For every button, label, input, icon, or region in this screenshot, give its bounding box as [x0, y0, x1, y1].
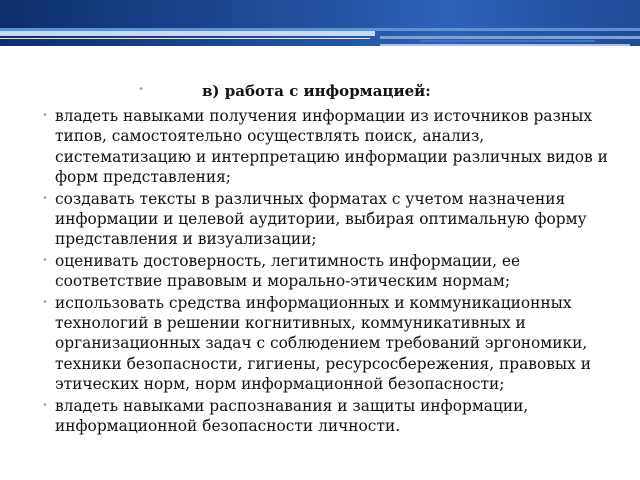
- header-decor-bar: [0, 38, 370, 39]
- bullet-icon: •: [42, 254, 48, 266]
- header-decor-bar: [380, 36, 640, 39]
- bullet-list: [0, 106, 640, 437]
- list-item: [0, 293, 640, 395]
- list-item-text: владеть навыками распознавания и защиты информации, информационной безопасности личности.: [55, 396, 529, 436]
- header-decor-bar: [420, 40, 595, 42]
- bullet-icon: •: [42, 399, 48, 411]
- slide-body: [0, 80, 640, 438]
- list-item-text: владеть навыками получения информации из источников разных типов, самостоятельно осуществлять поиск, анализ, систематизацию и интерпретацию информации различных видов и форм представления;: [55, 107, 608, 187]
- list-item: [0, 396, 640, 437]
- header-decor-bar: [380, 44, 630, 46]
- list-item: [0, 106, 640, 188]
- list-item-text: использовать средства информационных и коммуникационных технологий в решении когнитивных, коммуникативных и организационных задач с соблюдением требований эргономики, техники безопасности, гигиены, ресурсосбережения, правовых и этических норм, норм информационной безопасности;: [55, 293, 591, 394]
- section-heading-row: [0, 80, 640, 106]
- bullet-icon: •: [42, 296, 48, 308]
- header-light-strip: [0, 31, 375, 36]
- bullet-icon: •: [138, 84, 144, 95]
- list-item: [0, 189, 640, 250]
- list-item-text: оценивать достоверность, легитимность информации, ее соответствие правовым и морально-этическим нормам;: [55, 251, 521, 291]
- list-item: [0, 251, 640, 292]
- bullet-icon: •: [42, 192, 48, 204]
- section-heading: в) работа с информацией:: [202, 82, 431, 100]
- bullet-icon: •: [42, 110, 48, 121]
- list-item-text: создавать тексты в различных форматах с учетом назначения информации и целевой аудитории, выбирая оптимальную форму представления и визуализации;: [55, 189, 587, 249]
